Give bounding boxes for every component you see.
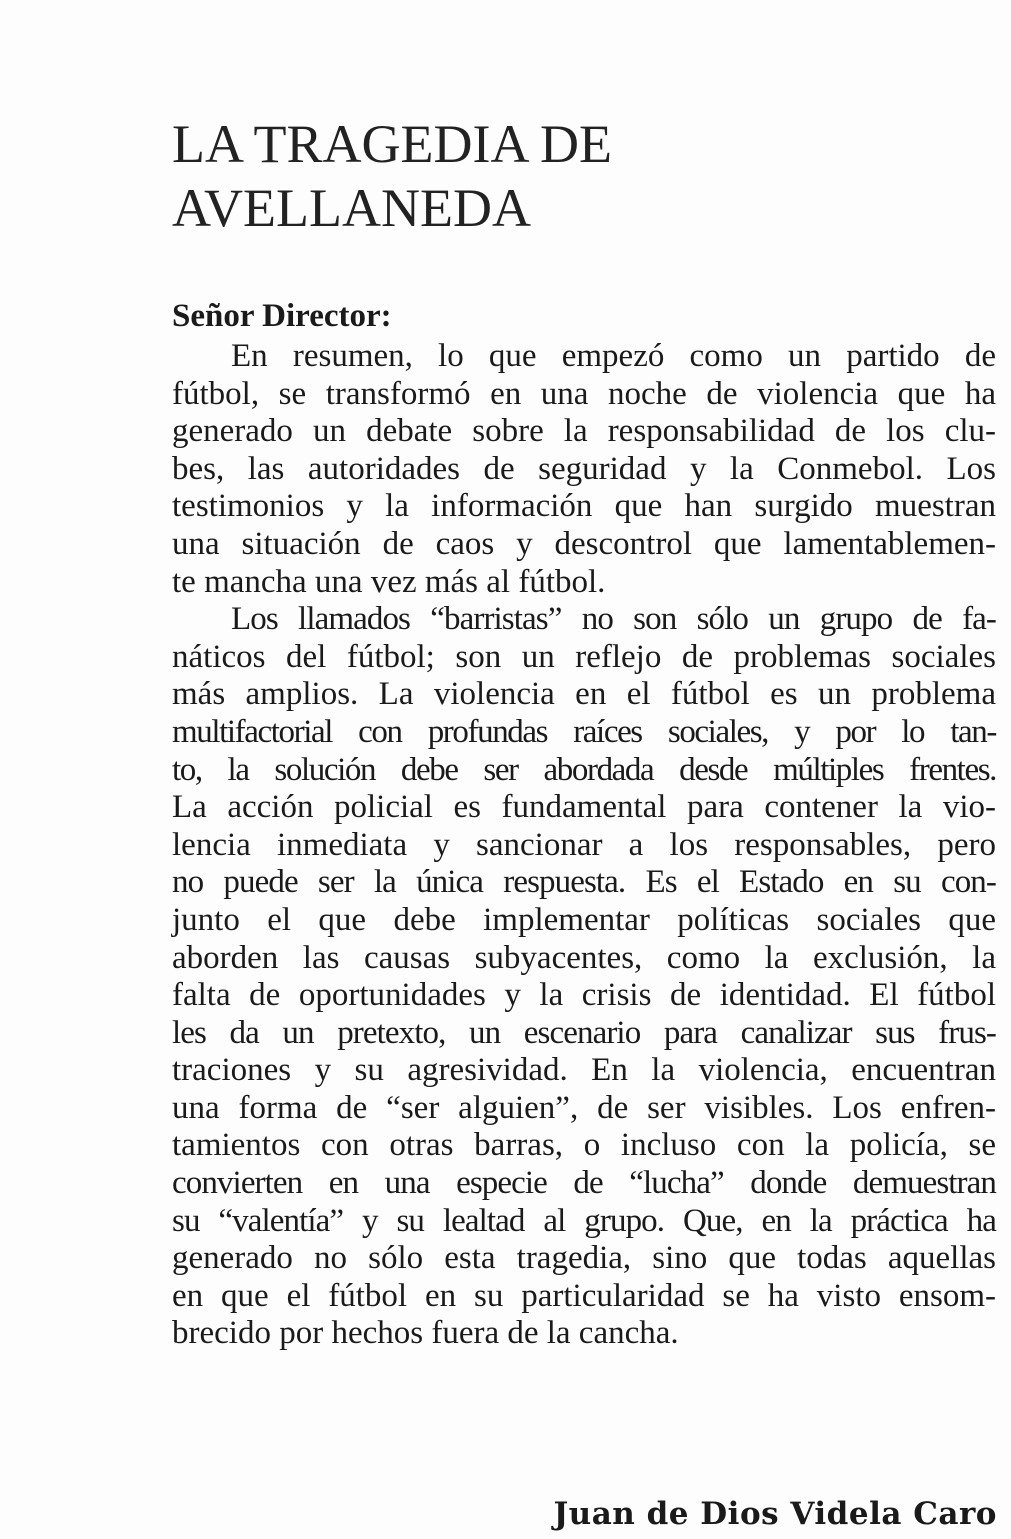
- body-line: una situación de caos y descontrol que lamentablemen-: [172, 525, 996, 562]
- body-line: no puede ser la única respuesta. Es el Estado en su con-: [172, 864, 996, 901]
- body-line: náticos del fútbol; son un reflejo de problemas sociales: [172, 638, 996, 675]
- body-line: tamientos con otras barras, o incluso con la policía, se: [172, 1127, 996, 1164]
- body-line: to, la solución debe ser abordada desde múltiples frentes.: [172, 751, 996, 788]
- body-line: su “valentía” y su lealtad al grupo. Que, en la práctica ha: [172, 1202, 996, 1239]
- title-line-2: AVELLANEDA: [172, 178, 531, 238]
- title-line-1: LA TRAGEDIA DE: [172, 114, 612, 174]
- body-line: testimonios y la información que han surgido muestran: [172, 488, 996, 525]
- article-title: [172, 112, 932, 240]
- body-line: junto el que debe implementar políticas sociales que: [172, 901, 996, 938]
- body-line: convierten en una especie de “lucha” donde demuestran: [172, 1165, 996, 1202]
- body-line: En resumen, lo que empezó como un partido de: [231, 338, 996, 374]
- body-line: generado no sólo esta tragedia, sino que todas aquellas: [172, 1240, 996, 1277]
- body-line: generado un debate sobre la responsabilidad de los clu-: [172, 413, 996, 450]
- body-line: bes, las autoridades de seguridad y la Conmebol. Los: [172, 450, 996, 487]
- body-line: brecido por hechos fuera de la cancha.: [172, 1315, 679, 1352]
- body-line: te mancha una vez más al fútbol.: [172, 563, 606, 600]
- body-line: Los llamados “barristas” no son sólo un grupo de fa-: [231, 601, 996, 638]
- body-line: traciones y su agresividad. En la violencia, encuentran: [172, 1052, 996, 1089]
- body-line: les da un pretexto, un escenario para canalizar sus frus-: [172, 1014, 996, 1051]
- salutation: Señor Director:: [172, 298, 392, 334]
- body-line: en que el fútbol en su particularidad se ha visto ensom-: [172, 1277, 996, 1314]
- body-line: una forma de “ser alguien”, de ser visibles. Los enfren-: [172, 1089, 996, 1126]
- body-line: multifactorial con profundas raíces sociales, y por lo tan-: [172, 713, 996, 750]
- body-line: La acción policial es fundamental para contener la vio-: [172, 789, 996, 826]
- body-line: fútbol, se transformó en una noche de violencia que ha: [172, 375, 996, 412]
- body-line: lencia inmediata y sancionar a los responsables, pero: [172, 826, 996, 863]
- body-line: más amplios. La violencia en el fútbol es un problema: [172, 676, 996, 713]
- letter-body: [172, 338, 996, 1353]
- author-signature: Juan de Dios Videla Caro: [553, 1496, 997, 1532]
- body-line: aborden las causas subyacentes, como la exclusión, la: [172, 939, 996, 976]
- body-line: falta de oportunidades y la crisis de identidad. El fútbol: [172, 977, 996, 1014]
